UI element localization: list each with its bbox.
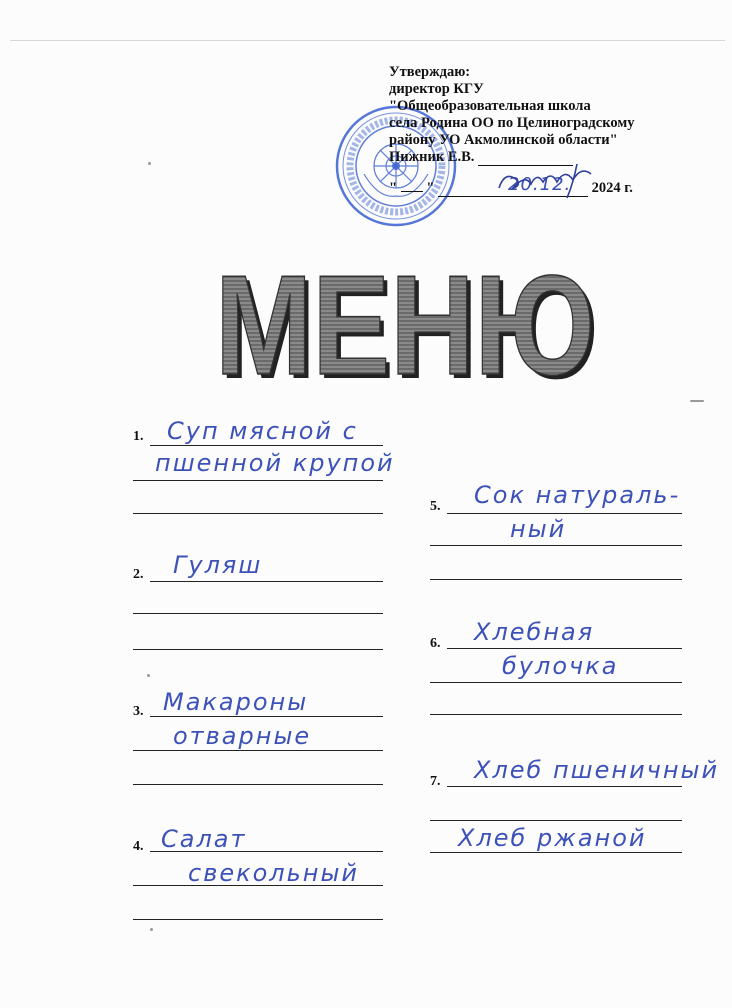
approval-school-location: села Родина ОО по Целиноградскому — [389, 115, 635, 131]
menu-item-number: 5. — [430, 499, 441, 514]
menu-item-line — [447, 786, 682, 787]
menu-item-line — [447, 648, 682, 649]
menu-item-dish: свекольный — [188, 859, 360, 887]
menu-title — [205, 268, 605, 388]
date-year: 2024 г. — [591, 180, 633, 196]
day-line — [401, 191, 423, 192]
menu-item-line — [447, 513, 682, 514]
menu-item-line — [133, 784, 383, 785]
date-quote-close: " — [426, 180, 435, 196]
scan-speck — [147, 674, 150, 677]
menu-item-number: 2. — [133, 567, 144, 582]
menu-title-shadow: МЕНЮ — [219, 268, 599, 388]
approval-heading: Утверждаю: — [389, 64, 471, 80]
menu-item-dish: Сок натураль- — [474, 481, 681, 509]
approval-position: директор КГУ — [389, 81, 484, 97]
handwritten-date: 20.12. — [508, 174, 572, 195]
menu-item-line — [133, 750, 383, 751]
approval-director-name: Пижник Е.В. — [389, 149, 475, 165]
menu-item-number: 1. — [133, 429, 144, 444]
menu-item-number: 6. — [430, 636, 441, 651]
approval-school-name: "Общеобразовательная школа — [389, 98, 591, 114]
menu-item-dish: отварные — [173, 722, 312, 750]
menu-title-text: МЕНЮ — [215, 268, 595, 388]
menu-item-dish: Макароны — [163, 688, 309, 716]
menu-item-line — [150, 716, 383, 717]
menu-item-dish: Гуляш — [173, 551, 263, 579]
menu-item-line — [430, 682, 682, 683]
menu-item-dish: Салат — [161, 825, 247, 853]
menu-item-line — [133, 649, 383, 650]
menu-item-dish: Хлеб ржаной — [458, 824, 647, 852]
menu-item-line — [133, 919, 383, 920]
menu-item-dish: Суп мясной с — [167, 417, 358, 445]
scan-edge — [10, 40, 725, 41]
director-signature — [495, 160, 605, 200]
menu-item-line — [430, 545, 682, 546]
scan-speck — [690, 400, 704, 402]
menu-item-dish: пшенной крупой — [155, 449, 395, 477]
menu-item-dish: булочка — [502, 652, 619, 680]
menu-item-line — [430, 714, 682, 715]
menu-item-line — [150, 581, 383, 582]
menu-item-number: 4. — [133, 839, 144, 854]
menu-item-dish: ный — [510, 515, 567, 543]
menu-item-line — [430, 820, 682, 821]
menu-item-line — [150, 445, 383, 446]
menu-item-number: 7. — [430, 774, 441, 789]
menu-item-line — [430, 852, 682, 853]
scan-speck — [148, 162, 151, 165]
date-quote-open: " — [389, 180, 398, 196]
scan-speck — [150, 928, 153, 931]
menu-item-line — [133, 480, 383, 481]
menu-item-line — [133, 613, 383, 614]
approval-district: району УО Акмолинской области" — [389, 132, 618, 148]
menu-item-line — [430, 579, 682, 580]
menu-item-number: 3. — [133, 704, 144, 719]
menu-item-line — [133, 513, 383, 514]
menu-item-dish: Хлебная — [474, 618, 595, 646]
menu-item-dish: Хлеб пшеничный — [474, 756, 720, 784]
